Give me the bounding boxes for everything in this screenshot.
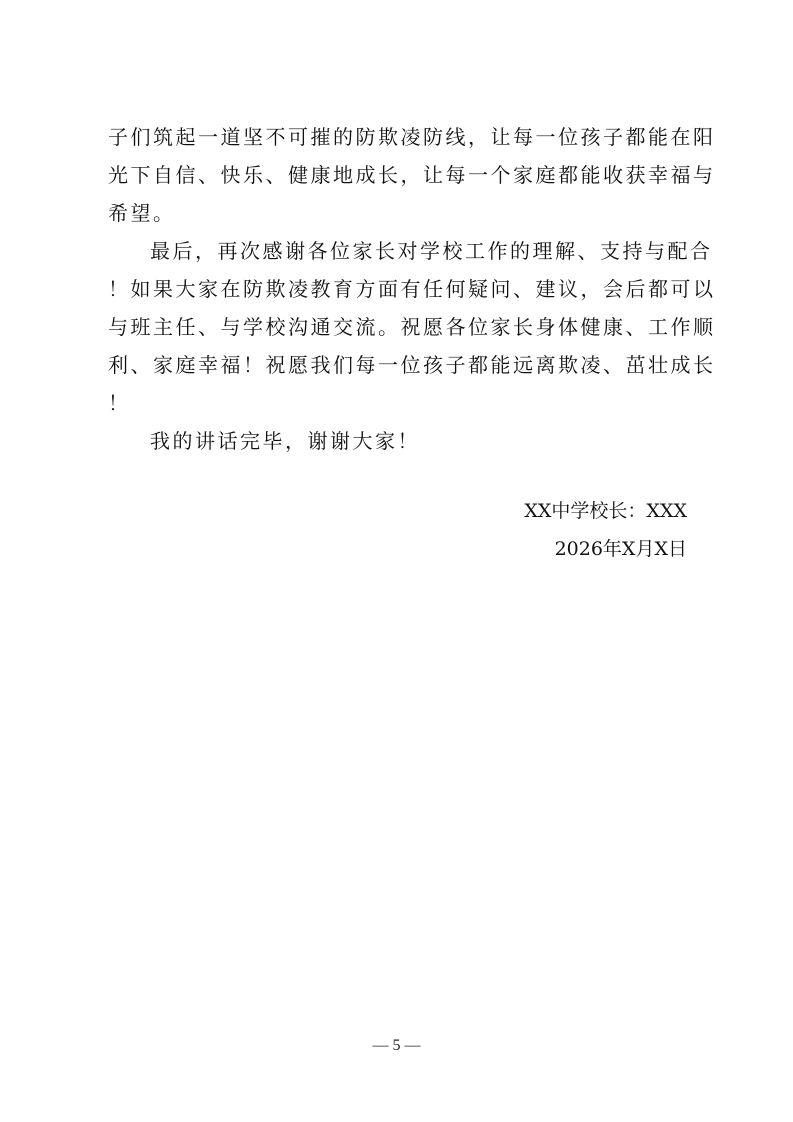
body-line: 子们筑起一道坚不可摧的防欺凌防线，让每一位孩子都能在阳 — [108, 125, 716, 149]
paragraph-start-line: 最后，再次感谢各位家长对学校工作的理解、支持与配合 — [150, 239, 713, 263]
closing-line: 我的讲话完毕，谢谢大家！ — [150, 429, 420, 453]
body-line: 与班主任、与学校沟通交流。祝愿各位家长身体健康、工作顺 — [108, 315, 716, 339]
body-line: ！ — [108, 391, 131, 415]
body-line: 希望。 — [108, 201, 176, 225]
signature-author: XX中学校长：XXX — [524, 500, 687, 522]
signature-date: 2026年X月X日 — [554, 538, 687, 560]
body-line: 光下自信、快乐、健康地成长，让每一个家庭都能收获幸福与 — [108, 163, 716, 187]
signature-block — [524, 492, 687, 568]
document-body — [108, 118, 716, 460]
page-number: — 5 — — [372, 1037, 421, 1054]
body-line: ！如果大家在防欺凌教育方面有任何疑问、建议，会后都可以 — [108, 277, 716, 301]
body-line: 利、家庭幸福！祝愿我们每一位孩子都能远离欺凌、茁壮成长 — [108, 353, 716, 377]
